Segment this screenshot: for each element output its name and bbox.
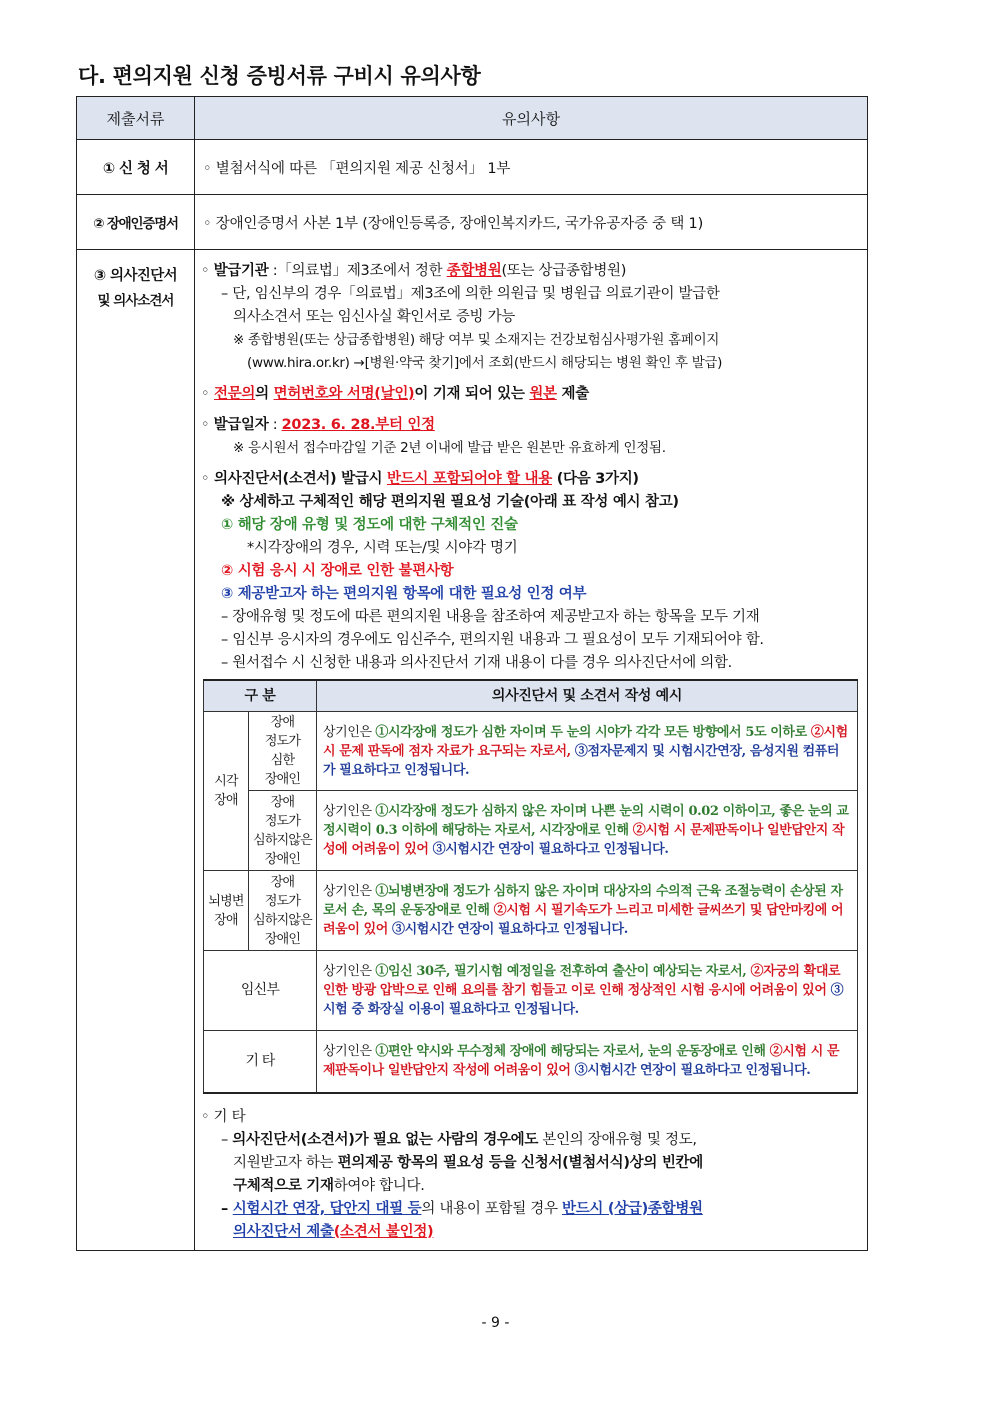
item-1-note: *시각장애의 경우, 시력 또는/및 시야각 명기: [247, 540, 518, 556]
header-notes: 유의사항: [195, 97, 868, 140]
must-highlight: 반드시 포함되어야 할 내용: [386, 471, 552, 487]
category-brain: 뇌병변 장애: [204, 871, 249, 951]
dash: –: [221, 1200, 233, 1217]
example-brain: [317, 871, 858, 951]
table-row: [77, 140, 868, 195]
etc-blue: 반드시 (상급)종합병원: [562, 1200, 703, 1217]
example-head-category: 구 분: [204, 680, 317, 712]
bullet: ◦: [201, 386, 210, 402]
item-3: ③ 제공받고자 하는 편의지원 항목에 대한 필요성 인정 여부: [221, 586, 587, 602]
ex-blue: ③시험시간 연장이 필요하다고 인정됩니다.: [432, 842, 669, 857]
issuer-sub-line1: – 단, 임신부의 경우「의료법」제3조에 의한 의원급 및 병원급 의료기관이 발급한: [221, 286, 720, 302]
item-2: ② 시험 응시 시 장애로 인한 불편사항: [221, 563, 454, 579]
etc-heading: ◦ 기 타: [201, 1108, 246, 1125]
issuer-label: 발급기관: [213, 263, 269, 279]
row-text-certificate: ◦ 장애인증명서 사본 1부 (장애인등록증, 장애인복지카드, 국가유공자증 중 택 1): [195, 195, 868, 250]
etc-text: 지원받고자 하는: [233, 1154, 338, 1171]
issuer-text-post: (또는 상급종합병원): [501, 263, 627, 279]
etc-text: 본인의 장애유형 및 정도,: [538, 1131, 697, 1148]
category-etc: 기 타: [204, 1031, 317, 1093]
item-1: ① 해당 장애 유형 및 정도에 대한 구체적인 진술: [221, 517, 518, 533]
issuer-line: [201, 260, 861, 283]
sub-mild: 장애 정도가 심하지않은 장애인: [249, 791, 317, 871]
etc-line4: [201, 1198, 861, 1221]
bullet: ◦: [201, 263, 210, 279]
example-table: [203, 679, 858, 1094]
issue-date-value: 2023. 6. 28.부터 인정: [281, 417, 435, 433]
etc-line2: [201, 1152, 861, 1175]
ex-red: ②시험 시 필기속도가 느리고 미세한 글씨쓰기 및 답안마킹에 어려움이 있어: [323, 903, 844, 937]
example-header-row: [204, 680, 858, 712]
ex-red: ②시험 시 문제 판독에 점자 자료가 요구되는 자로서,: [323, 724, 848, 759]
ex-green: ①편안 약시와 무수정체 장애에 해당되는 자로서, 눈의 운동장애로 인해: [375, 1044, 770, 1060]
ex-blue: ③시험시간 연장이 필요하다고 인정됩니다.: [574, 1063, 811, 1079]
page-number: - 9 -: [481, 1315, 510, 1331]
issue-date-label: 발급일자: [213, 417, 269, 433]
dash-note-1: – 장애유형 및 정도에 따른 편의지원 내용을 참조하여 제공받고자 하는 항목을 모두 기재: [221, 609, 760, 625]
row-label-application: ① 신 청 서: [77, 140, 195, 195]
example-mild: [317, 791, 858, 871]
req-original: 원본: [529, 386, 557, 402]
ex-green: ①임신 30주, 필기시험 예정일을 전후하여 출산이 예상되는 자로서,: [375, 964, 751, 979]
ex-blue: ③점자문제지 및 시험시간연장, 음성지원 컴퓨터가 필요하다고 인정됩니다.: [323, 743, 840, 778]
etc-line3: [201, 1175, 861, 1198]
ex-green: ①시각장애 정도가 심한 자이며 두 눈의 시야가 각각 모든 방향에서 5도 이하로: [375, 724, 811, 740]
etc-text: 의 내용이 포함될 경우: [421, 1200, 562, 1217]
etc-bold: 구체적으로 기재: [233, 1177, 334, 1194]
must-count: (다음 3가지): [551, 471, 639, 487]
req-text3: 제출: [556, 386, 589, 402]
table-row: [77, 195, 868, 250]
issuer-highlight: 종합병원: [446, 263, 502, 279]
ex-prefix: 상기인은: [323, 964, 376, 979]
req-specialist: 전문의: [214, 386, 256, 402]
issuer-text: :「의료법」제3조에서 정한: [268, 263, 447, 279]
ex-green: ①뇌병변장애 정도가 심하지 않은 자이며 대상자의 수의적 근육 조절능력이 손상된 자로서 손, 목의 운동장애로 인해: [323, 884, 843, 918]
etc-bold: 의사진단서(소견서)가 필요 없는 사람의 경우에도: [232, 1131, 539, 1148]
issuer-sub-line2: 의사소견서 또는 임신사실 확인서로 증빙 가능: [233, 309, 515, 325]
sub-brain: 장애 정도가 심하지않은 장애인: [249, 871, 317, 951]
table-header-row: [77, 97, 868, 140]
hospital-note-line2: (www.hira.or.kr) →[병원·약국 찾기]에서 조회(반드시 해당되는 병원 확인 후 발급): [247, 355, 723, 371]
issue-date-line: [201, 414, 861, 437]
bullet: ◦: [201, 417, 210, 433]
ex-blue: ③시험 중 화장실 이용이 필요하다고 인정됩니다.: [323, 983, 844, 1017]
table-row: [204, 871, 858, 951]
ex-prefix: 상기인은: [323, 1044, 376, 1060]
row-label-line1: ③ 의사진단서: [93, 268, 178, 284]
etc-line1: [201, 1129, 861, 1152]
table-row: [204, 951, 858, 1031]
example-etc: [317, 1031, 858, 1093]
ex-blue: ③시험시간 연장이 필요하다고 인정됩니다.: [392, 922, 628, 937]
dash: –: [221, 1131, 233, 1148]
ex-prefix: 상기인은: [323, 884, 376, 899]
header-documents: 제출서류: [77, 97, 195, 140]
row-label-diagnosis: [77, 250, 195, 1251]
example-severe: [317, 712, 858, 791]
sub-severe: 장애 정도가 심한 장애인: [249, 712, 317, 791]
page-title: 다. 편의지원 신청 증빙서류 구비시 유의사항: [78, 64, 481, 88]
must-include-line: [201, 468, 861, 491]
example-head-content: 의사진단서 및 소견서 작성 예시: [317, 680, 858, 712]
must-text: 의사진단서(소견서) 발급시: [214, 471, 387, 487]
table-row: [204, 1031, 858, 1093]
hospital-note-line1: ※ 종합병원(또는 상급종합병원) 해당 여부 및 소재지는 건강보험심사평가원 홈페이지: [233, 332, 720, 348]
sep: :: [268, 417, 282, 433]
must-note: ※ 상세하고 구체적인 해당 편의지원 필요성 기술(아래 표 작성 예시 참고): [221, 494, 679, 510]
bullet: ◦: [201, 471, 210, 487]
original-requirement: [201, 383, 861, 406]
ex-prefix: 상기인은: [323, 804, 376, 819]
table-row: [204, 791, 858, 871]
category-pregnant: 임신부: [204, 951, 317, 1031]
requirements-table: [76, 96, 868, 1251]
ex-red: ②시험 시 문제판독이나 일반답안지 작성에 어려움이 있어: [323, 823, 845, 857]
req-text: 의: [255, 386, 274, 402]
req-license: 면허번호와 서명(날인): [273, 386, 415, 402]
category-visual: 시각 장애: [204, 712, 249, 871]
ex-red: ②자궁의 확대로 인한 방광 압박으로 인해 요의를 참기 힘들고 이로 인해 정상적인 시험 응시에 어려움이 있어: [323, 964, 841, 998]
example-pregnant: [317, 951, 858, 1031]
table-row: [77, 250, 868, 1251]
etc-blue: 시험시간 연장, 답안지 대필 등: [232, 1200, 422, 1217]
issue-date-note: ※ 응시원서 접수마감일 기준 2년 이내에 발급 받은 원본만 유효하게 인정됨.: [233, 440, 666, 456]
row-text-application: ◦ 별첨서식에 따른 「편의지원 제공 신청서」 1부: [195, 140, 868, 195]
row-label-line2: 및 의사소견서: [97, 293, 174, 309]
ex-green: ①시각장애 정도가 심하지 않은 자이며 나쁜 눈의 시력이 0.02 이하이고, 좋은 눈의 교정시력이 0.3 이하에 해당하는 자로서, 시각장애로 인해: [323, 804, 849, 838]
dash-note-3: – 원서접수 시 신청한 내용과 의사진단서 기재 내용이 다를 경우 의사진단서에 의함.: [221, 655, 732, 671]
etc-line5: [201, 1221, 861, 1244]
etc-red: (소견서 불인정): [333, 1223, 434, 1240]
row-label-certificate: ② 장애인증명서: [77, 195, 195, 250]
dash-note-2: – 임신부 응시자의 경우에도 임신주수, 편의지원 내용과 그 필요성이 모두 기재되어야 함.: [221, 632, 764, 648]
ex-red: ②시험 시 문제판독이나 일반답안지 작성에 어려움이 있어: [323, 1044, 840, 1079]
diagnosis-details: [195, 250, 868, 1251]
ex-prefix: 상기인은: [323, 724, 376, 740]
table-row: [204, 712, 858, 791]
etc-text: 하여야 합니다.: [333, 1177, 425, 1194]
req-text2: 이 기재 되어 있는: [414, 386, 530, 402]
etc-bold: 편의제공 항목의 필요성 등을 신청서(별첨서식)상의 빈칸에: [337, 1154, 703, 1171]
etc-blue: 의사진단서 제출: [233, 1223, 334, 1240]
